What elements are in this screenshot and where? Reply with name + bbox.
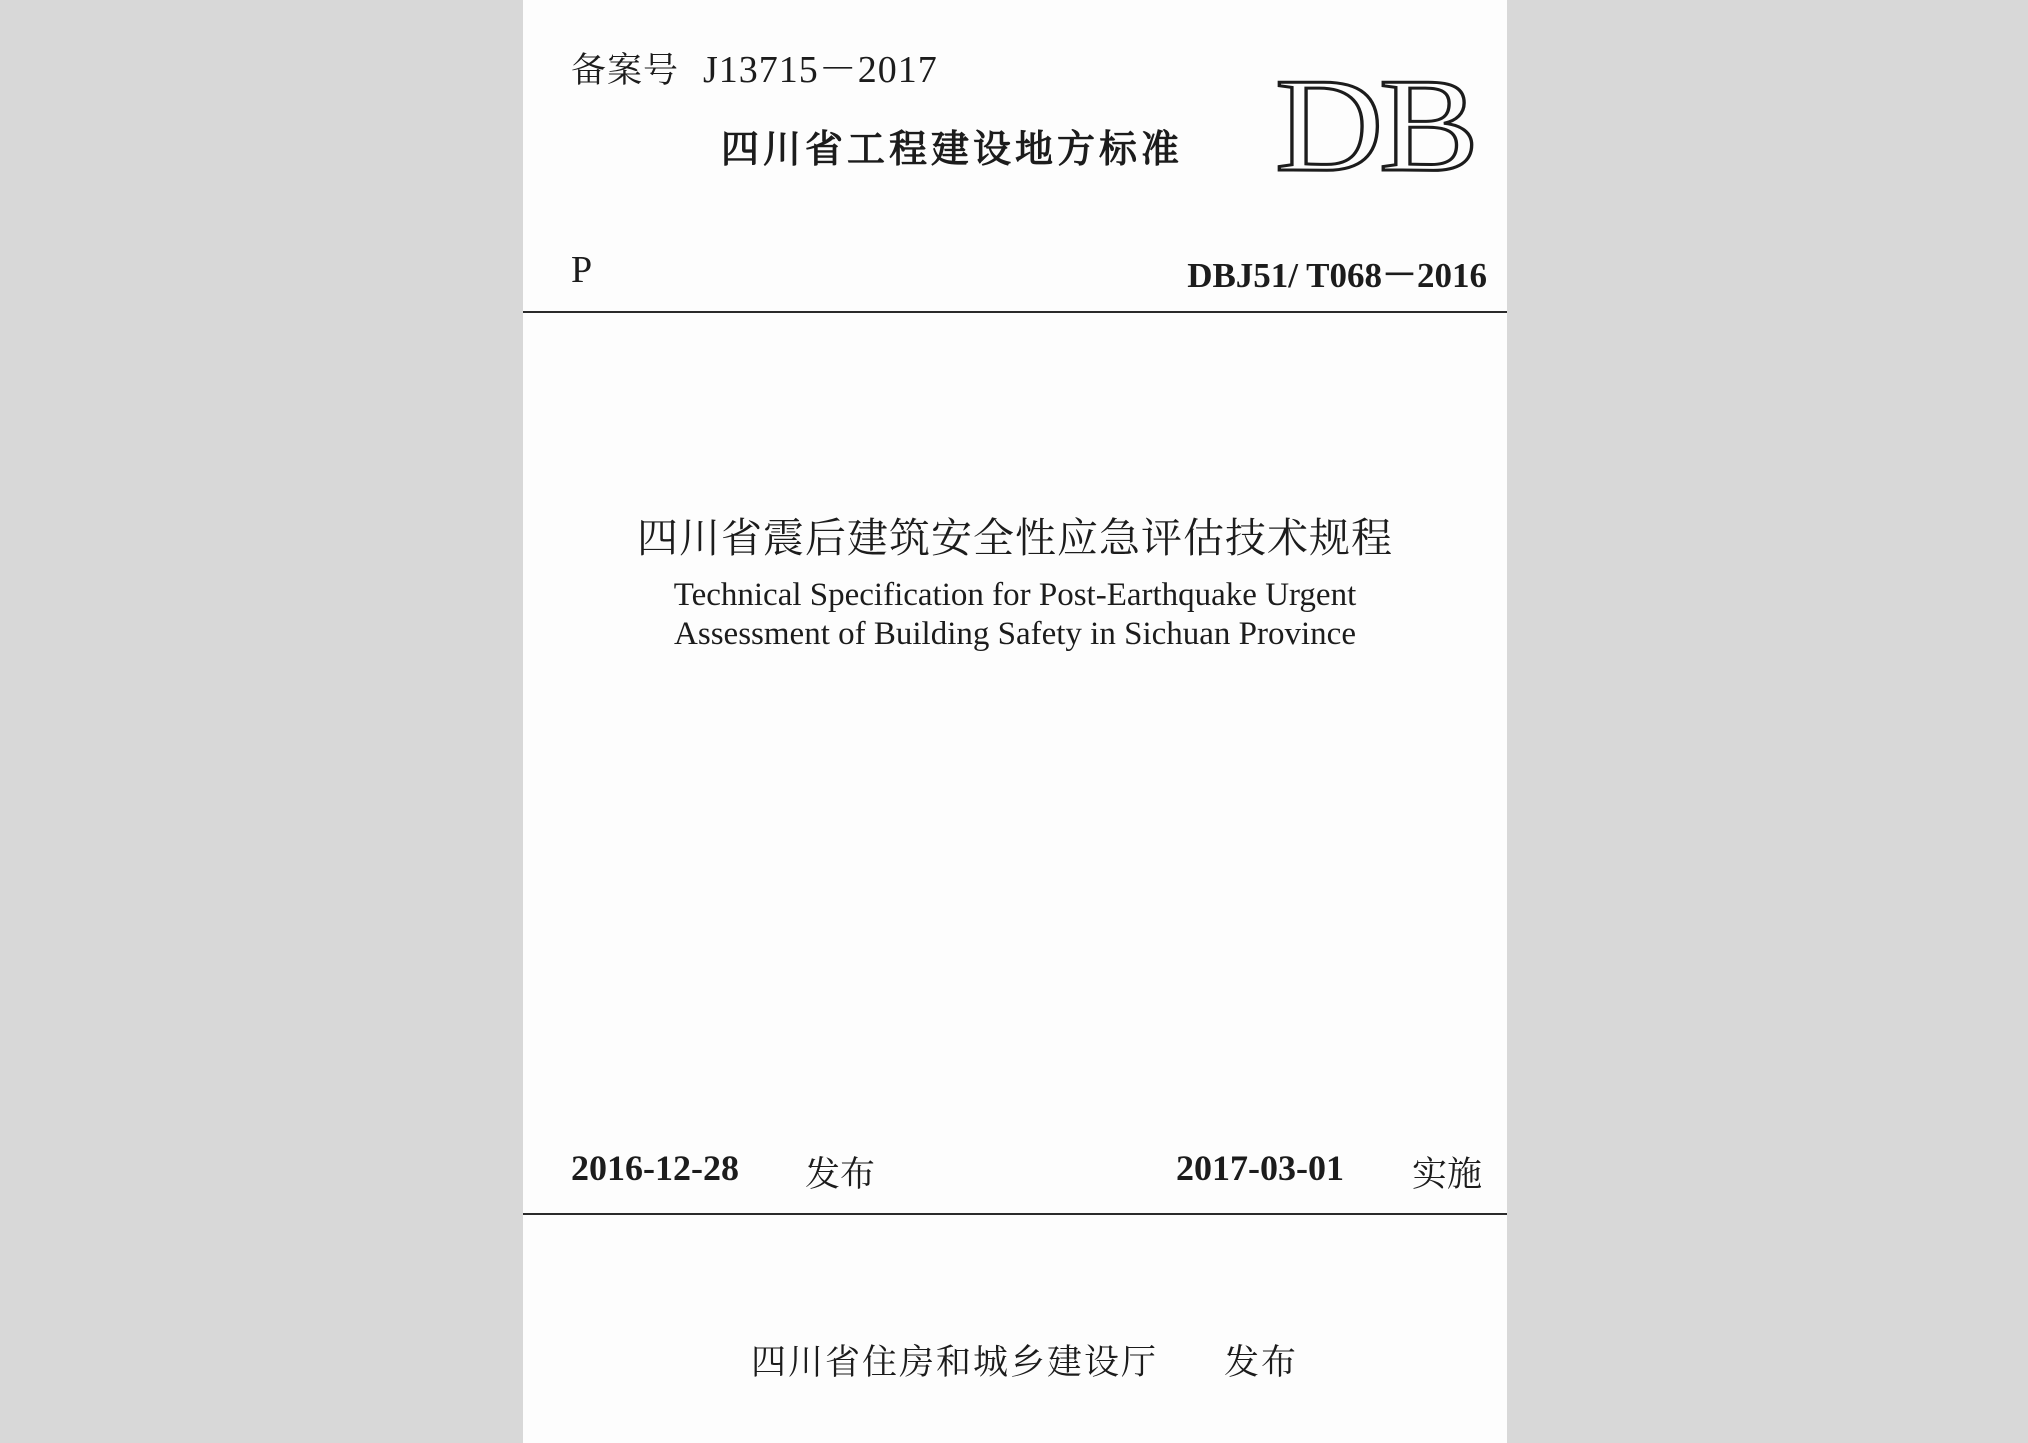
- implementation-date: 2017-03-01: [1176, 1148, 1344, 1188]
- classification-code: P: [571, 249, 593, 291]
- record-label: 备案号: [571, 51, 680, 91]
- issue-label: 发布: [805, 1155, 876, 1195]
- bottom-divider: [523, 1213, 1507, 1215]
- english-title-line-2: Assessment of Building Safety in Sichuan Province: [674, 616, 1356, 652]
- document-title-chinese: 四川省震后建筑安全性应急评估技术规程: [637, 514, 1393, 562]
- issue-date: 2016-12-28: [571, 1148, 739, 1188]
- publisher-label: 发布: [1224, 1343, 1299, 1383]
- publisher-name: 四川省住房和城乡建设厅: [751, 1343, 1159, 1383]
- record-number: J13715－2017: [703, 49, 938, 91]
- db-logo: DB: [1275, 51, 1475, 199]
- standard-number: DBJ51/ T068－2016: [1187, 256, 1487, 295]
- record-number-line: [571, 38, 938, 93]
- standard-type-heading: 四川省工程建设地方标准: [721, 127, 1184, 171]
- document-cover: [523, 0, 1507, 1443]
- document-title-english: [523, 576, 1507, 654]
- english-title-line-1: Technical Specification for Post-Earthquake Urgent: [673, 577, 1357, 613]
- top-divider: [523, 311, 1507, 313]
- implementation-label: 实施: [1412, 1155, 1483, 1195]
